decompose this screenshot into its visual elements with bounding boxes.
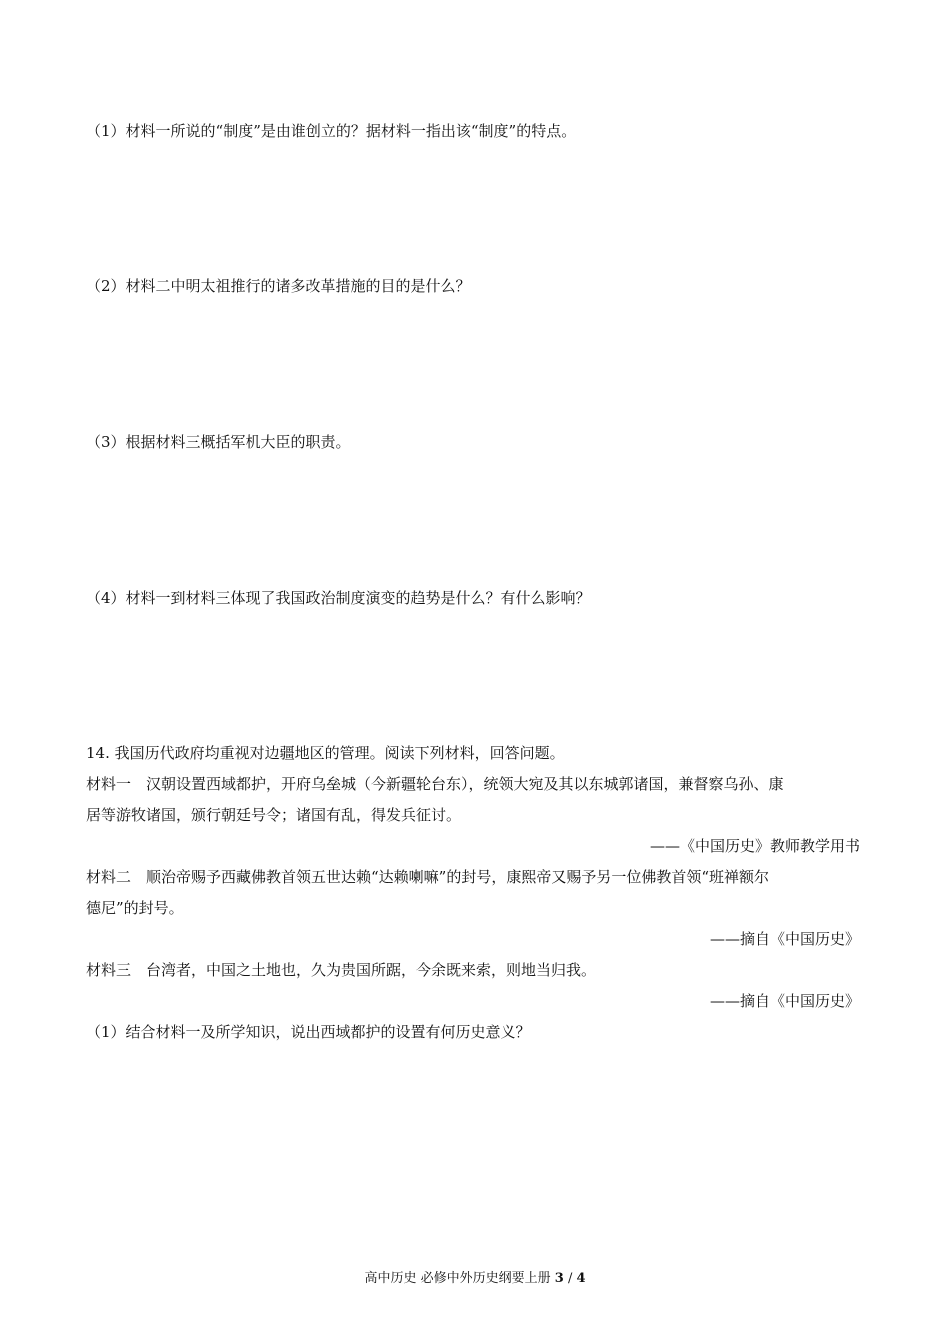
footer-course: 高中历史 必修中外历史纲要上册	[364, 1271, 551, 1286]
material-1-text-line-2: 居等游牧诸国，颁行朝廷号令；诸国有乱，得发兵征讨。	[86, 806, 462, 824]
material-2-source: ——摘自《中国历史》	[709, 930, 860, 948]
question-14-heading: 14. 我国历代政府均重视对边疆地区的管理。阅读下列材料，回答问题。	[86, 744, 565, 762]
material-2-text-line-1: 材料二 顺治帝赐予西藏佛教首领五世达赖“达赖喇嘛”的封号，康熙帝又赐予另一位佛教首领“班禅额尔	[86, 868, 770, 886]
question-13-part-1: （1）材料一所说的“制度”是由谁创立的？据材料一指出该“制度”的特点。	[86, 122, 577, 140]
page-footer	[0, 1270, 950, 1288]
question-13-part-2: （2）材料二中明太祖推行的诸多改革措施的目的是什么？	[86, 277, 471, 295]
footer-page-current: 3	[554, 1271, 564, 1286]
material-1-source: ——《中国历史》教师教学用书	[649, 837, 860, 855]
material-1-text-line-1: 材料一 汉朝设置西域都护，开府乌垒城（今新疆轮台东），统领大宛及其以东城郭诸国，兼督察乌孙、康	[86, 775, 784, 793]
material-3-source: ——摘自《中国历史》	[709, 992, 860, 1010]
question-13-part-3: （3）根据材料三概括军机大臣的职责。	[86, 433, 351, 451]
material-2-text-line-2: 德尼”的封号。	[86, 899, 184, 917]
question-14-part-1: （1）结合材料一及所学知识，说出西域都护的设置有何历史意义？	[86, 1023, 531, 1041]
question-13-part-4: （4）材料一到材料三体现了我国政治制度演变的趋势是什么？有什么影响？	[86, 589, 591, 607]
footer-page-separator: /	[563, 1271, 577, 1286]
material-3-text: 材料三 台湾者，中国之土地也，久为贵国所踞，今余既来索，则地当归我。	[86, 961, 597, 979]
footer-page-total: 4	[576, 1271, 586, 1286]
